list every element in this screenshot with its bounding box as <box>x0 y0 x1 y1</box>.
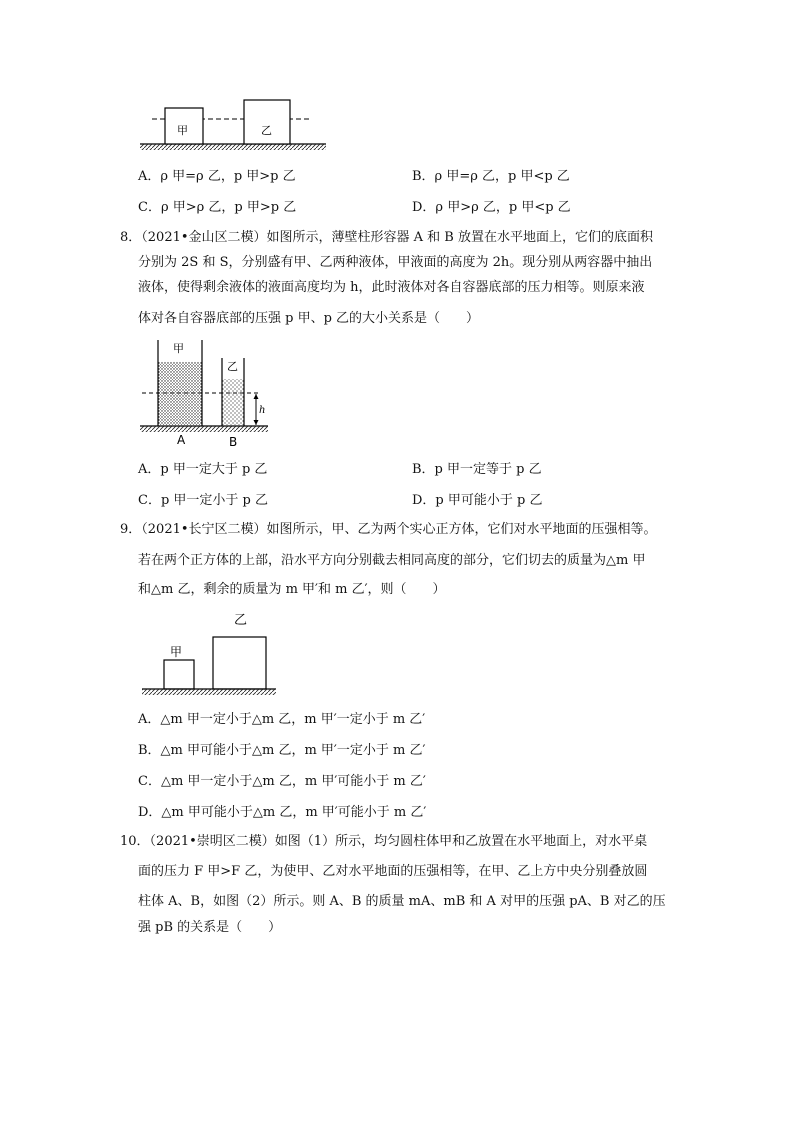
q10-text-line: 强 pB 的关系是（ ） <box>138 920 282 935</box>
q9-text-line: 若在两个正方体的上部，沿水平方向分别截去相同高度的部分，它们切去的质量为△m 甲 <box>138 553 646 568</box>
q9-text-line: 和△m 乙，剩余的质量为 m 甲′和 m 乙′，则（ ） <box>138 582 446 597</box>
label-jia: 甲 <box>173 342 184 355</box>
label-jia: 甲 <box>170 645 183 659</box>
cube-yi <box>244 100 290 144</box>
q7-option-c: C．ρ 甲>ρ 乙，p 甲>p 乙 <box>138 200 297 215</box>
q8-option-b: B．p 甲一定等于 p 乙 <box>412 462 542 477</box>
label-jia: 甲 <box>177 124 188 137</box>
q7-option-d: D．ρ 甲>ρ 乙，p 甲<p 乙 <box>412 200 571 215</box>
q9-option-c: C．△m 甲一定小于△m 乙，m 甲′可能小于 m 乙′ <box>138 774 426 789</box>
q8-text-line: 8．（2021•金山区二模）如图所示，薄壁柱形容器 A 和 B 放置在水平地面上，它们的底面积 <box>120 230 653 245</box>
q10-text-line: 柱体 A、B，如图（2）所示。则 A、B 的质量 mA、mB 和 A 对甲的压强 pA、B 对乙的压 <box>138 894 666 909</box>
q7-figure <box>140 96 330 156</box>
liquid-yi <box>222 379 244 425</box>
q10-text-line: 面的压力 F 甲>F 乙，为使甲、乙对水平地面的压强相等，在甲、乙上方中央分别叠放圆 <box>138 864 648 879</box>
q8-option-a: A．p 甲一定大于 p 乙 <box>138 462 268 477</box>
label-h: h <box>259 405 266 416</box>
q7-option-a: A．ρ 甲=ρ 乙，p 甲>p 乙 <box>138 169 296 184</box>
q9-option-a: A．△m 甲一定小于△m 乙，m 甲′一定小于 m 乙′ <box>138 712 426 727</box>
q8-text-line: 体对各自容器底部的压强 p 甲、p 乙的大小关系是（ ） <box>138 311 480 326</box>
label-yi: 乙 <box>227 360 238 373</box>
h-arrow-head-bottom <box>254 420 259 425</box>
cube-jia <box>164 660 194 689</box>
q9-option-d: D．△m 甲可能小于△m 乙，m 甲′可能小于 m 乙′ <box>138 805 427 820</box>
q10-text-line: 10．（2021•崇明区二模）如图（1）所示，均匀圆柱体甲和乙放置在水平地面上，对水平桌 <box>120 834 648 849</box>
q8-figure <box>140 338 275 450</box>
label-yi: 乙 <box>234 613 248 628</box>
ground-hatch <box>142 689 276 695</box>
ground-hatch <box>140 144 326 150</box>
label-a: A <box>177 433 186 447</box>
q9-figure <box>140 608 280 700</box>
ground-hatch <box>140 426 268 432</box>
q8-text-line: 分别为 2S 和 S，分别盛有甲、乙两种液体，甲液面的高度为 2h。现分别从两容器中抽出 <box>138 255 653 270</box>
h-arrow-head-top <box>254 394 259 399</box>
q8-text-line: 液体，使得剩余液体的液面高度均为 h，此时液体对各自容器底部的压力相等。则原来液 <box>138 280 645 295</box>
label-yi: 乙 <box>261 124 272 137</box>
q8-option-d: D．p 甲可能小于 p 乙 <box>412 493 543 508</box>
q9-option-b: B．△m 甲可能小于△m 乙，m 甲′一定小于 m 乙′ <box>138 743 426 758</box>
label-b: B <box>229 435 238 449</box>
cube-yi <box>213 637 266 689</box>
q8-option-c: C．p 甲一定小于 p 乙 <box>138 493 268 508</box>
q7-option-b: B．ρ 甲=ρ 乙，p 甲<p 乙 <box>412 169 570 184</box>
q9-text-line: 9．（2021•长宁区二模）如图所示，甲、乙为两个实心正方体，它们对水平地面的压强相等。 <box>120 522 657 537</box>
